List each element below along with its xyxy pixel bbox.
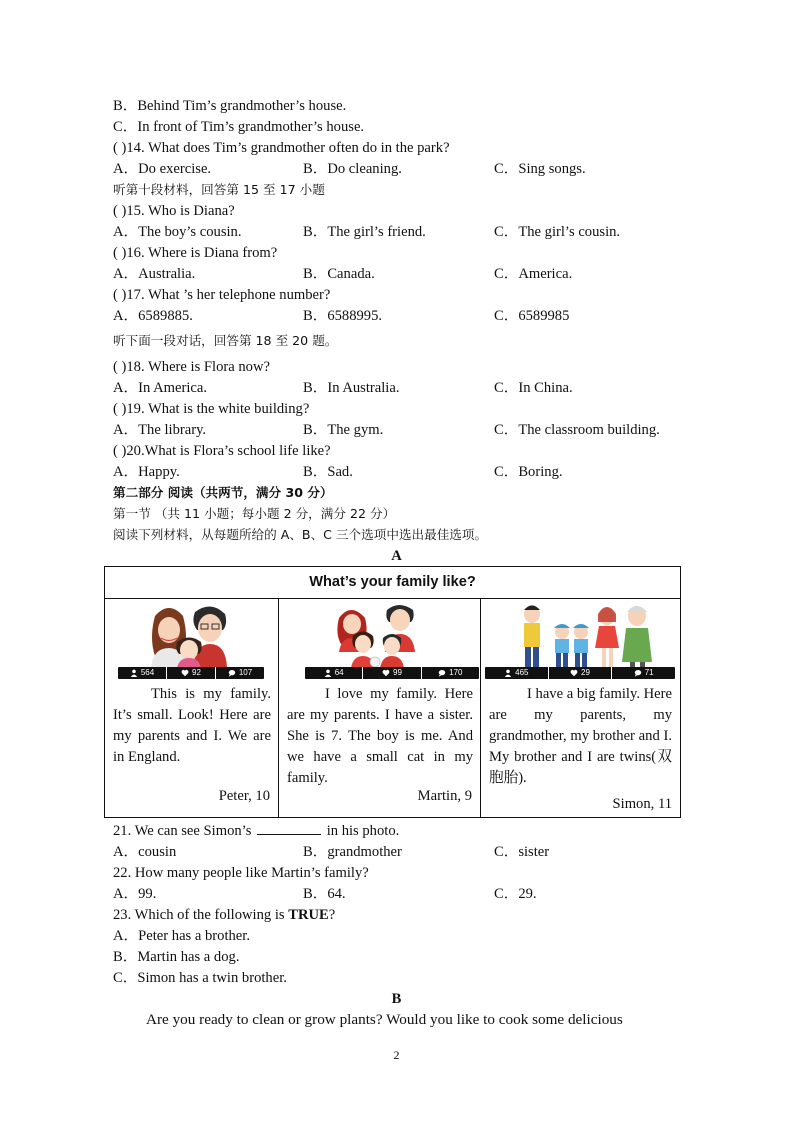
- q20-stem: ( )20.What is Flora’s school life like?: [113, 443, 331, 459]
- q21-option-b: B．grandmother: [303, 844, 402, 860]
- q16-option-a: A．Australia.: [113, 266, 196, 282]
- post-text-peter: This is my family. It’s small. Look! Here are my parents and I. We are in England.: [113, 686, 271, 765]
- q16-option-b: B．Canada.: [303, 266, 375, 282]
- likes-count: 92: [192, 668, 201, 677]
- likes-count: 29: [581, 668, 590, 677]
- signature-peter: Peter, 10: [218, 788, 270, 804]
- person-icon: [504, 669, 512, 677]
- q18-option-b: B．In Australia.: [303, 380, 400, 396]
- stats-bar: [118, 667, 264, 679]
- stats-bar: [485, 667, 675, 679]
- passage-b-first-line: Are you ready to clean or grow plants? Would you like to cook some delicious: [146, 1011, 623, 1028]
- q19-option-c: C．The classroom building.: [494, 422, 660, 438]
- q22-options: [113, 884, 713, 904]
- q18-stem: ( )18. Where is Flora now?: [113, 359, 270, 375]
- person-icon: [130, 669, 138, 677]
- q17-options: [113, 306, 713, 326]
- comment-icon: [228, 669, 236, 677]
- q22-stem: 22. How many people like Martin’s family?: [113, 865, 369, 881]
- q23-option-c: C．Simon has a twin brother.: [113, 970, 287, 986]
- q19-option-b: B．The gym.: [303, 422, 384, 438]
- comment-icon: [438, 669, 446, 677]
- q15-option-c: C．The girl’s cousin.: [494, 224, 621, 240]
- stat-comments: [422, 667, 479, 679]
- q18-option-a: A．In America.: [113, 380, 208, 396]
- heart-icon: [382, 669, 390, 677]
- family-illustration-martin: [337, 602, 427, 668]
- page-number: 2: [393, 1048, 400, 1062]
- post-text-simon: I have a big family. Here are my parents, my grandmother, my brother and I. My brother and I are twins(双胞胎).: [489, 686, 672, 786]
- q14-stem: ( )14. What does Tim’s grandmother often do in the park?: [113, 140, 450, 156]
- section1-title: 第一节 （共 11 小题；每小题 2 分，满分 22 分）: [113, 506, 396, 521]
- stat-likes: [167, 667, 216, 679]
- comments-count: 71: [644, 668, 654, 677]
- q14-option-a: A．Do exercise.: [113, 161, 212, 177]
- q20-option-c: C．Boring.: [494, 464, 563, 480]
- q20-option-b: B．Sad.: [303, 464, 353, 480]
- section1-instruction: 阅读下列材料，从每题所给的 A、B、C 三个选项中选出最佳选项。: [113, 527, 488, 542]
- comments-count: 107: [238, 668, 253, 677]
- q23-option-a: A．Peter has a brother.: [113, 928, 250, 944]
- family-illustration-simon: [519, 602, 655, 668]
- comments-count: 170: [449, 668, 463, 677]
- q15-option-a: A．The boy’s cousin.: [113, 224, 242, 240]
- passage-b-label: B: [391, 991, 402, 1007]
- stats-bar: [305, 667, 479, 679]
- stat-comments: [612, 667, 675, 679]
- q23-stem-start: 23. Which of the following is: [113, 907, 285, 923]
- q22-option-b: B．64.: [303, 886, 346, 902]
- heart-icon: [181, 669, 189, 677]
- answer-blank: [257, 821, 321, 835]
- views-count: 64: [334, 668, 344, 677]
- post-text-martin: I love my family. Here are my parents. I have a sister. She is 7. The boy is me. And we have a small cat in my family.: [287, 686, 473, 786]
- q21-options: [113, 842, 713, 862]
- q15-stem: ( )15. Who is Diana?: [113, 203, 235, 219]
- q17-option-c: C．6589985: [494, 308, 570, 324]
- q15-options: [113, 222, 713, 242]
- q19-options: [113, 420, 713, 440]
- q17-stem: ( )17. What ’s her telephone number?: [113, 287, 331, 303]
- likes-count: 99: [393, 668, 402, 677]
- views-count: 564: [140, 668, 155, 677]
- stat-views: [485, 667, 549, 679]
- views-count: 465: [515, 668, 529, 677]
- passage-a-label: A: [391, 548, 402, 564]
- family-illustration-peter: [137, 602, 243, 668]
- q16-stem: ( )16. Where is Diana from?: [113, 245, 278, 261]
- signature-simon: Simon, 11: [612, 796, 672, 812]
- q23-emphasis: TRUE: [288, 907, 329, 923]
- family-cell-peter: [105, 598, 279, 817]
- q17-option-a: A．6589885.: [113, 308, 193, 324]
- q14-options: [113, 159, 713, 179]
- q16-options: [113, 264, 713, 284]
- q21-option-c: C．sister: [494, 844, 550, 860]
- q17-option-b: B．6588995.: [303, 308, 383, 324]
- next-dialogue-heading: 听下面一段对话，回答第 18 至 20 题。: [113, 333, 338, 348]
- q21-stem-end: in his photo.: [326, 823, 400, 839]
- comment-icon: [634, 669, 642, 677]
- signature-martin: Martin, 9: [417, 788, 472, 804]
- q22-option-c: C．29.: [494, 886, 537, 902]
- stat-views: [118, 667, 167, 679]
- q20-options: [113, 462, 713, 482]
- q21-option-a: A．cousin: [113, 844, 177, 860]
- section10-heading: 听第十段材料，回答第 15 至 17 小题: [113, 182, 325, 197]
- q19-option-a: A．The library.: [113, 422, 207, 438]
- q21-stem: [113, 821, 399, 841]
- q21-stem-start: 21. We can see Simon’s: [113, 823, 252, 839]
- q13-option-b: B．Behind Tim’s grandmother’s house.: [113, 98, 347, 114]
- stat-views: [305, 667, 363, 679]
- q18-option-c: C．In China.: [494, 380, 573, 396]
- q23-stem-end: ?: [328, 907, 336, 923]
- q22-option-a: A．99.: [113, 886, 157, 902]
- q15-option-b: B．The girl’s friend.: [303, 224, 426, 240]
- person-icon: [324, 669, 332, 677]
- family-cell-martin: [279, 598, 481, 817]
- q19-stem: ( )19. What is the white building?: [113, 401, 310, 417]
- family-table: [104, 566, 681, 818]
- stat-likes: [363, 667, 421, 679]
- q18-options: [113, 378, 713, 398]
- stat-comments: [216, 667, 264, 679]
- q16-option-c: C．America.: [494, 266, 573, 282]
- q14-option-c: C．Sing songs.: [494, 161, 586, 177]
- q14-option-b: B．Do cleaning.: [303, 161, 402, 177]
- family-cell-simon: [481, 598, 680, 817]
- q20-option-a: A．Happy.: [113, 464, 180, 480]
- q23-stem: [113, 905, 335, 925]
- stat-likes: [549, 667, 613, 679]
- q13-option-c: C．In front of Tim’s grandmother’s house.: [113, 119, 365, 135]
- table-title: What’s your family like?: [105, 567, 680, 599]
- q23-option-b: B．Martin has a dog.: [113, 949, 240, 965]
- part2-title: 第二部分 阅读（共两节，满分 30 分）: [113, 485, 333, 500]
- heart-icon: [570, 669, 578, 677]
